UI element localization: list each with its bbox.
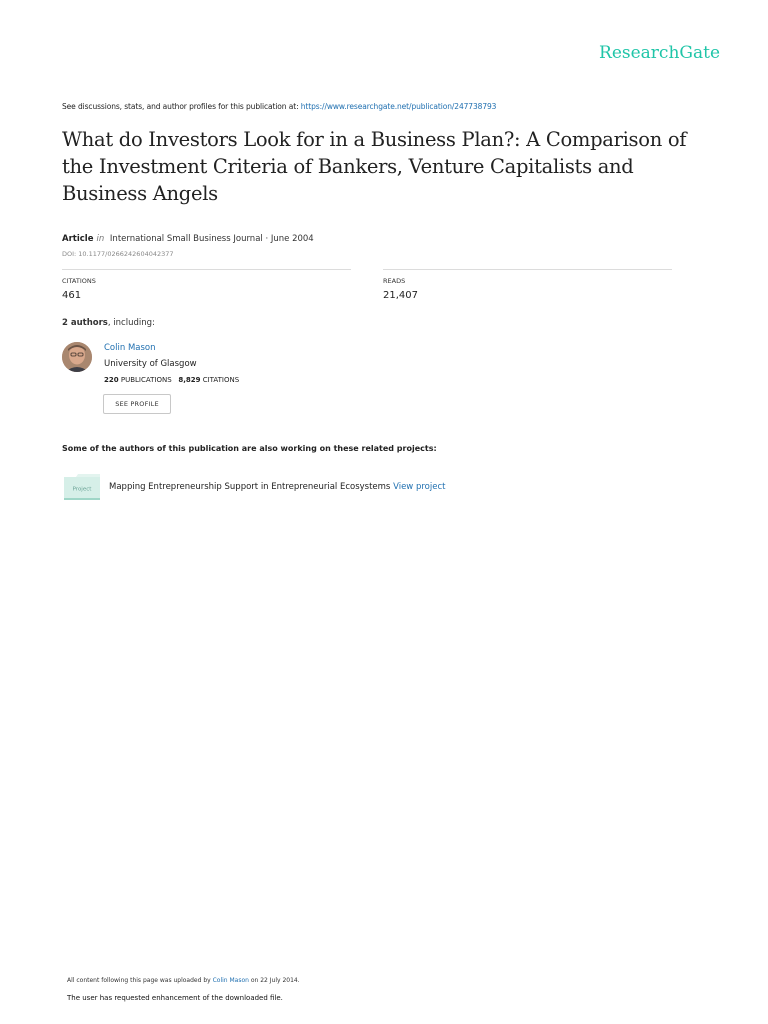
author-name-link[interactable]: Colin Mason [104,343,156,353]
authors-count: 2 authors [62,318,108,328]
project-folder-icon[interactable] [64,474,100,500]
author-citations-count: 8,829 [178,376,201,384]
authors-including: , including: [107,318,155,328]
publication-title: What do Investors Look for in a Business Plan?: A Comparison of the Investment Criteria of Bankers, Venture Capitalists and Business Angels [62,128,687,205]
project-name: Mapping Entrepreneurship Support in Entrepreneurial Ecosystems [109,482,391,492]
see-profile-button[interactable]: SEE PROFILE [103,394,171,414]
author-avatar[interactable] [62,342,92,372]
in-word: in [96,234,105,244]
folder-icon [64,474,100,500]
folder-label: Project [72,486,92,493]
author-publications-label: PUBLICATIONS [120,376,172,384]
author-institution: University of Glasgow [104,359,197,369]
upload-note [67,977,300,984]
citations-divider [62,269,351,270]
publication-meta [62,234,314,244]
discussion-line [62,102,496,111]
citations-label: CITATIONS [62,277,96,285]
view-project-link[interactable]: View project [393,482,446,492]
reads-label: READS [383,277,406,285]
enhancement-note: The user has requested enhancement of the downloaded file. [67,994,283,1002]
author-publications-count: 220 [104,376,119,384]
author-citations-label: CITATIONS [202,376,240,384]
reads-divider [383,269,672,270]
project-item [109,482,445,492]
publication-type: Article [62,234,94,244]
citations-value: 461 [62,290,82,301]
uploader-link[interactable]: Colin Mason [212,977,249,984]
author-stats [104,376,239,384]
author-photo-icon [62,342,92,372]
discussion-text: See discussions, stats, and author profiles for this publication at: [62,102,301,111]
journal-date: International Small Business Journal · June 2004 [109,234,314,244]
reads-value: 21,407 [383,290,418,301]
upload-suffix: on 22 July 2014. [248,977,300,984]
researchgate-logo[interactable]: ResearchGate [599,43,720,63]
authors-heading [62,318,155,328]
related-projects-heading: Some of the authors of this publication are also working on these related projects: [62,444,437,453]
upload-prefix: All content following this page was uploaded by [67,977,213,984]
doi: DOI: 10.1177/0266242604042377 [62,250,174,258]
publication-url-link[interactable]: https://www.researchgate.net/publication/247738793 [300,102,497,111]
